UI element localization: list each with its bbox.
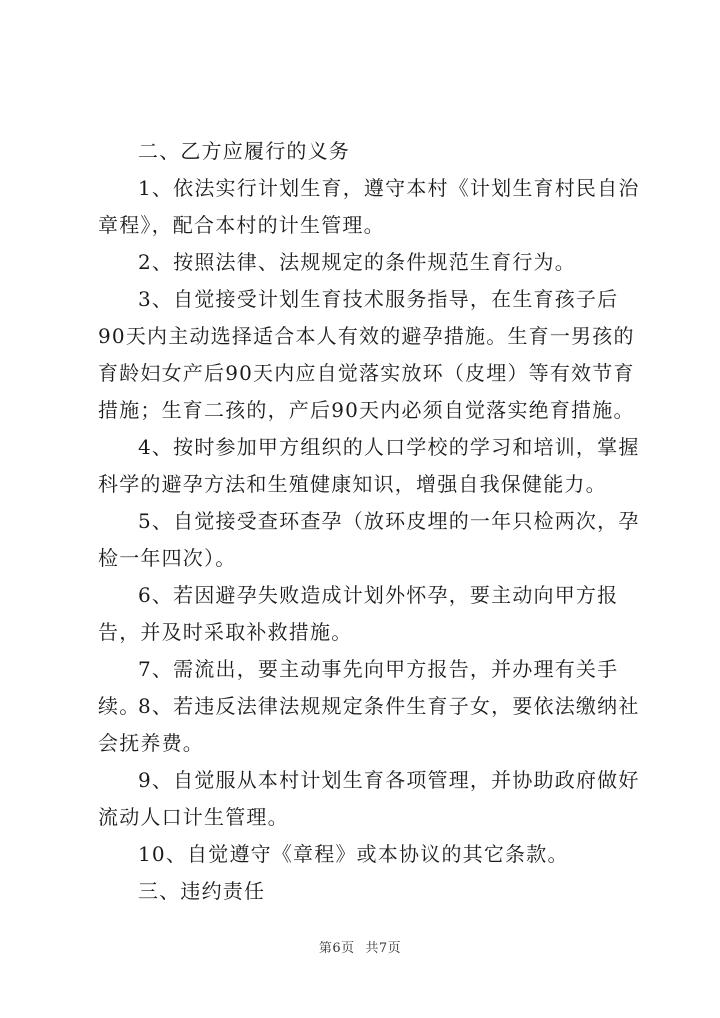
paragraph-item-6: 6、若因避孕失败造成计划外怀孕，要主动向甲方报告，并及时采取补救措施。 xyxy=(98,583,619,644)
paragraph-item-8: 8、若违反法律法规规定条件生育子女，要依法缴纳社会抚养费。 xyxy=(98,694,640,755)
paragraph-item-3: 3、自觉接受计划生育技术服务指导，在生育孩子后90天内主动选择适合本人有效的避孕措施。生育一男孩的育龄妇女产后90天内应自觉落实放环（皮埋）等有效节育措施；生育二孩的，产后90天内必须自觉落实绝育措施。 xyxy=(98,287,635,422)
section-heading-obligations: 二、乙方应履行的义务 xyxy=(138,139,350,163)
section-heading-liability: 三、违约责任 xyxy=(138,879,266,903)
paragraph-item-1: 1、依法实行计划生育，遵守本村《计划生育村民自治章程》，配合本村的计生管理。 xyxy=(98,176,640,237)
paragraph-item-7: 7、需流出，要主动事先向甲方报告，并办理有关手续。 xyxy=(98,657,619,718)
page-total: 共7页 xyxy=(365,941,402,956)
paragraph-item-4: 4、按时参加甲方组织的人口学校的学习和培训，掌握科学的避孕方法和生殖健康知识，增强自我保健能力。 xyxy=(98,435,640,496)
page-footer xyxy=(0,937,720,956)
paragraph-item-5: 5、自觉接受查环查孕（放环皮埋的一年只检两次，孕检一年四次）。 xyxy=(98,509,640,570)
paragraph-item-10: 10、自觉遵守《章程》或本协议的其它条款。 xyxy=(138,842,569,866)
paragraph-item-9: 9、自觉服从本村计划生育各项管理，并协助政府做好流动人口计生管理。 xyxy=(98,768,640,829)
paragraph-item-2: 2、按照法律、法规规定的条件规范生育行为。 xyxy=(138,250,576,274)
page-number: 第6页 xyxy=(318,941,355,956)
